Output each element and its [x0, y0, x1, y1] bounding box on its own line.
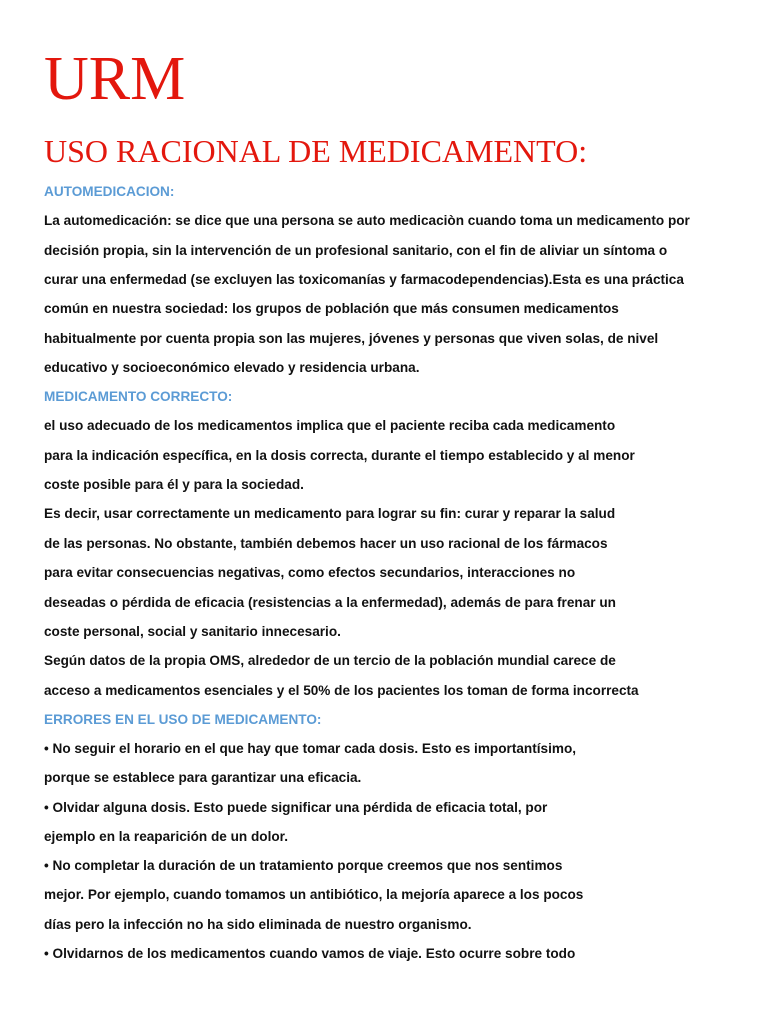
paragraph-line: para evitar consecuencias negativas, como efectos secundarios, interacciones no	[44, 565, 576, 580]
paragraph-line: mejor. Por ejemplo, cuando tomamos un antibiótico, la mejoría aparece a los pocos	[44, 887, 584, 902]
paragraph-line: para la indicación específica, en la dosis correcta, durante el tiempo establecido y al menor	[44, 448, 635, 463]
section-heading-medicamento-correcto: MEDICAMENTO CORRECTO:	[44, 389, 233, 404]
paragraph-line: días pero la infección no ha sido eliminada de nuestro organismo.	[44, 917, 472, 932]
paragraph-line: decisión propia, sin la intervención de un profesional sanitario, con el fin de aliviar un síntoma o	[44, 243, 668, 258]
paragraph-line: coste personal, social y sanitario innecesario.	[44, 624, 341, 639]
document-subtitle: USO RACIONAL DE MEDICAMENTO:	[44, 133, 588, 169]
paragraph-line: porque se establece para garantizar una eficacia.	[44, 770, 362, 785]
paragraph-line: Según datos de la propia OMS, alrededor de un tercio de la población mundial carece de	[44, 653, 616, 668]
bullet-line: • Olvidarnos de los medicamentos cuando vamos de viaje. Esto ocurre sobre todo	[44, 946, 576, 961]
paragraph-line: acceso a medicamentos esenciales y el 50% de los pacientes los toman de forma incorrecta	[44, 683, 639, 698]
paragraph-line: educativo y socioeconómico elevado y residencia urbana.	[44, 360, 420, 375]
paragraph-line: curar una enfermedad (se excluyen las toxicomanías y farmacodependencias).Esta es una práctica	[44, 272, 684, 287]
paragraph-line: ejemplo en la reaparición de un dolor.	[44, 829, 288, 844]
section-heading-errores: ERRORES EN EL USO DE MEDICAMENTO:	[44, 712, 322, 727]
paragraph-line: común en nuestra sociedad: los grupos de población que más consumen medicamentos	[44, 301, 619, 316]
paragraph-line: coste posible para él y para la sociedad.	[44, 477, 304, 492]
document-title: URM	[44, 45, 186, 113]
bullet-line: • Olvidar alguna dosis. Esto puede significar una pérdida de eficacia total, por	[44, 800, 548, 815]
paragraph-line: el uso adecuado de los medicamentos implica que el paciente reciba cada medicamento	[44, 418, 616, 433]
paragraph-line: La automedicación: se dice que una persona se auto medicaciòn cuando toma un medicamento por	[44, 213, 690, 228]
paragraph-line: de las personas. No obstante, también debemos hacer un uso racional de los fármacos	[44, 536, 608, 551]
paragraph-line: deseadas o pérdida de eficacia (resistencias a la enfermedad), además de para frenar un	[44, 595, 616, 610]
section-heading-automedicacion: AUTOMEDICACION:	[44, 184, 175, 199]
paragraph-line: Es decir, usar correctamente un medicamento para lograr su fin: curar y reparar la salud	[44, 506, 616, 521]
bullet-line: • No seguir el horario en el que hay que tomar cada dosis. Esto es importantísimo,	[44, 741, 577, 756]
bullet-line: • No completar la duración de un tratamiento porque creemos que nos sentimos	[44, 858, 563, 873]
paragraph-line: habitualmente por cuenta propia son las mujeres, jóvenes y personas que viven solas, de nivel	[44, 331, 659, 346]
